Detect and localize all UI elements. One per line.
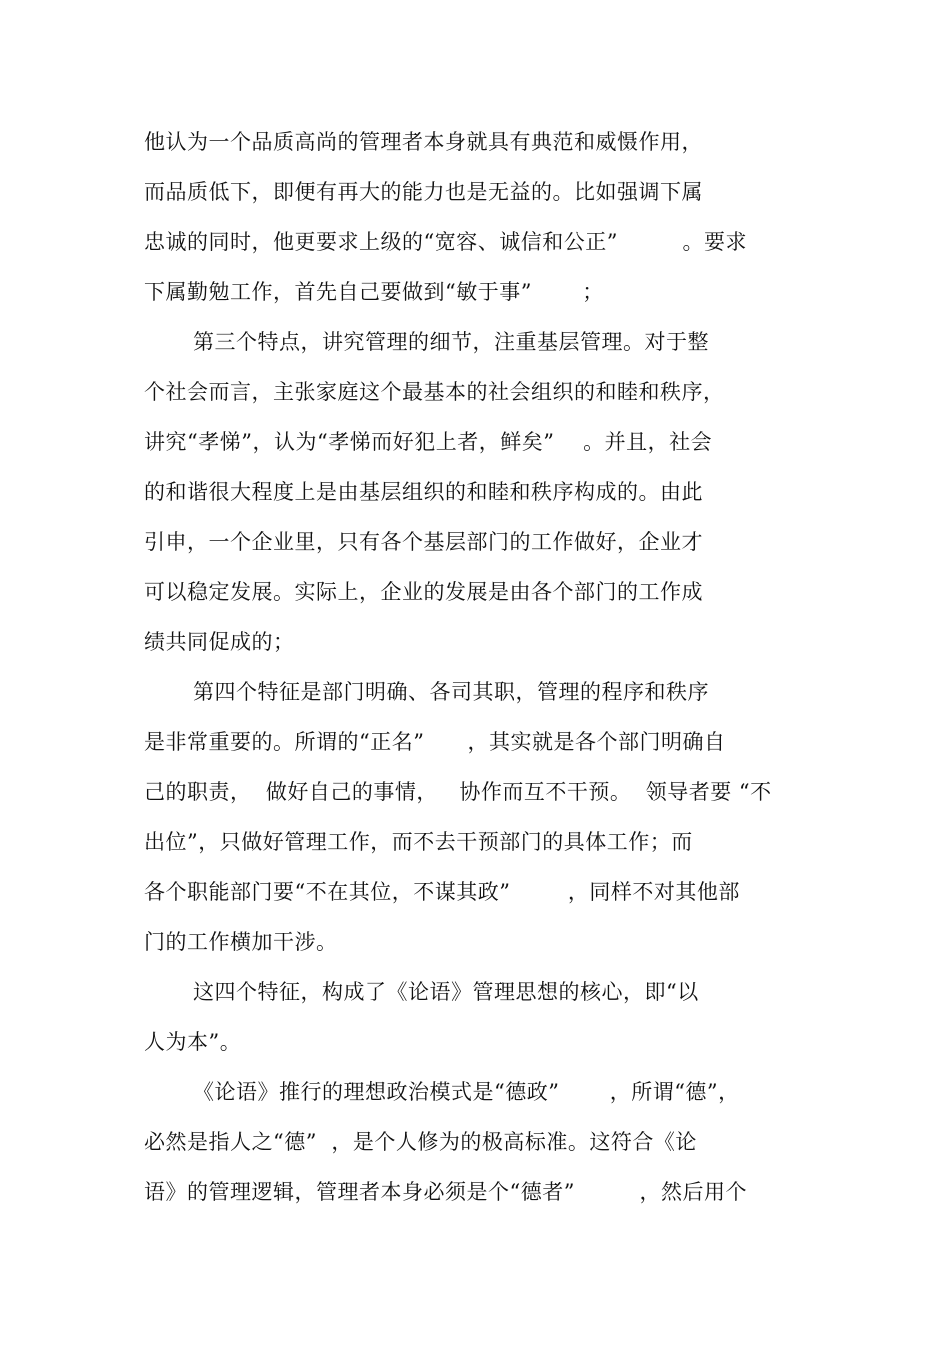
paragraph-line: 语》的管理逻辑，管理者本身必须是个“德者” ，然后用个 [144,1180,748,1204]
paragraph-line: 可以稳定发展。实际上，企业的发展是由各个部门的工作成 [144,580,703,604]
paragraph-line: 而品质低下，即便有再大的能力也是无益的。比如强调下属 [144,180,703,204]
paragraph-line: 人为本”。 [144,1030,242,1054]
paragraph-line: 第四个特征是部门明确、各司其职，管理的程序和秩序 [193,680,709,704]
paragraph-line: 绩共同促成的； [144,630,295,654]
paragraph-line: 是非常重要的。所谓的“正名” ，其实就是各个部门明确自 [144,730,726,754]
paragraph-line: 讲究“孝悌”，认为“孝悌而好犯上者，鲜矣” 。并且，社会 [144,430,713,454]
paragraph-line: 引申，一个企业里，只有各个基层部门的工作做好，企业才 [144,530,703,554]
paragraph-line: 己的职责， 做好自己的事情， 协作而互不干预。 领导者要 “不 [144,780,772,804]
paragraph-line: 必然是指人之“德” ，是个人修为的极高标准。这符合《论 [144,1130,697,1154]
paragraph-line: 出位”，只做好管理工作，而不去干预部门的具体工作；而 [144,830,693,854]
paragraph-line: 个社会而言，主张家庭这个最基本的社会组织的和睦和秩序， [144,380,725,404]
paragraph-line: 门的工作横加干涉。 [144,930,338,954]
paragraph-line: 的和谐很大程度上是由基层组织的和睦和秩序构成的。由此 [144,480,703,504]
paragraph-line: 忠诚的同时，他更要求上级的“宽容、诚信和公正” 。要求 [144,230,748,254]
paragraph-line: 这四个特征，构成了《论语》管理思想的核心，即“以 [193,980,699,1004]
paragraph-line: 各个职能部门要“不在其位，不谋其政” ，同样不对其他部 [144,880,740,904]
paragraph-line: 他认为一个品质高尚的管理者本身就具有典范和威慑作用， [144,130,703,154]
paragraph-line: 《论语》推行的理想政治模式是“德政” ，所谓“德”， [193,1080,740,1104]
paragraph-line: 第三个特点，讲究管理的细节，注重基层管理。对于整 [193,330,709,354]
paragraph-line: 下属勤勉工作，首先自己要做到“敏于事” ； [144,280,604,304]
